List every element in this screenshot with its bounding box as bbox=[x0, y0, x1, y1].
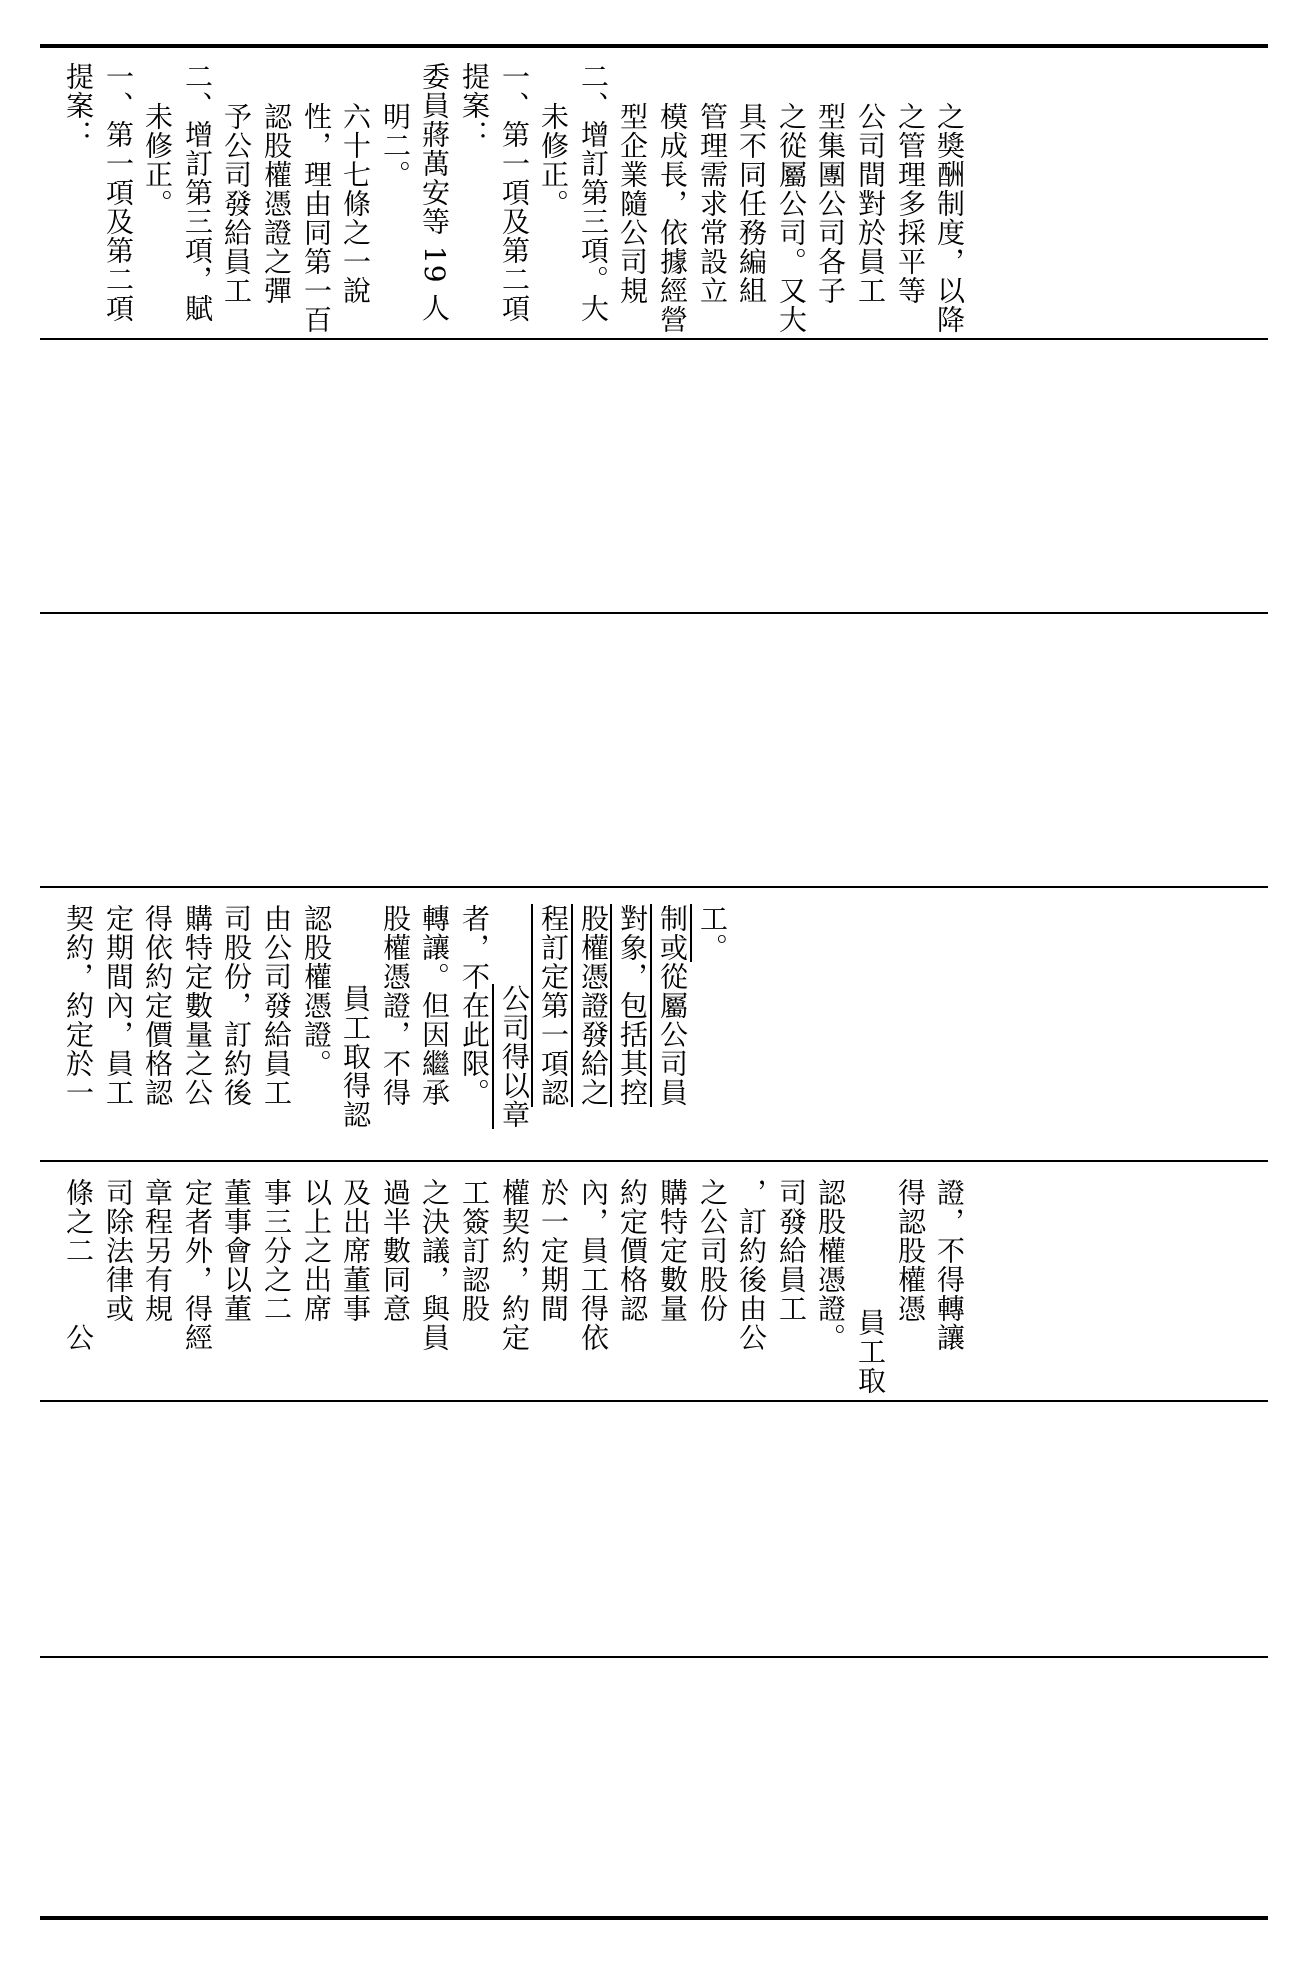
text-column: 事三分之二 bbox=[260, 1178, 293, 1323]
text-column: 者，不在此限。 bbox=[458, 904, 491, 1107]
text-column: 得認股權憑 bbox=[894, 1178, 927, 1323]
text-column: 過半數同意 bbox=[379, 1178, 412, 1323]
text-column: 工簽訂認股 bbox=[458, 1178, 491, 1323]
text-column: 對象，包括其控 bbox=[616, 904, 649, 1107]
text-column: 定期間內，員工 bbox=[102, 904, 135, 1107]
row-divider bbox=[40, 612, 1268, 614]
text-column: 契約，約定於一 bbox=[62, 904, 95, 1107]
text-column: 條之二 公 bbox=[62, 1178, 95, 1352]
text-column: 於一定期間 bbox=[537, 1178, 570, 1323]
row-divider bbox=[40, 1656, 1268, 1658]
text-column: 股權憑證，不得 bbox=[379, 904, 412, 1107]
text-column: 提案： bbox=[458, 62, 491, 149]
text-column: 制或從屬公司員 bbox=[656, 904, 689, 1107]
table-top-rule bbox=[40, 44, 1268, 48]
text-column: 員工取得認 bbox=[339, 984, 372, 1129]
proposal-cell bbox=[52, 50, 1258, 336]
text-column: 證，不得轉讓 bbox=[933, 1178, 966, 1352]
row-divider bbox=[40, 1160, 1268, 1162]
text-column: 認股權憑證之彈 bbox=[260, 102, 293, 305]
text-column: 員工取 bbox=[854, 1308, 887, 1395]
text-column: 認股權憑證。 bbox=[814, 1178, 847, 1352]
text-column: 工。 bbox=[696, 904, 729, 962]
text-column: 轉讓。但因繼承 bbox=[418, 904, 451, 1107]
text-column: 之公司股份 bbox=[696, 1178, 729, 1323]
text-column: 程訂定第一項認 bbox=[537, 904, 570, 1107]
text-column: 六十七條之一說 bbox=[339, 102, 372, 305]
text-column: 委員蔣萬安等 19 人 bbox=[418, 62, 451, 323]
text-column: 董事會以董 bbox=[220, 1178, 253, 1323]
text-column: 權契約，約定 bbox=[498, 1178, 531, 1352]
text-column: 型企業隨公司規 bbox=[616, 102, 649, 305]
text-column: 約定價格認 bbox=[616, 1178, 649, 1323]
text-column: 得依約定價格認 bbox=[141, 904, 174, 1107]
row-divider bbox=[40, 1400, 1268, 1402]
text-column: 一、第一項及第二項 bbox=[102, 62, 135, 323]
text-column: 提案： bbox=[62, 62, 95, 149]
text-column: 內，員工得依 bbox=[577, 1178, 610, 1352]
text-column: 二、增訂第三項。大 bbox=[577, 62, 610, 323]
row-divider bbox=[40, 886, 1268, 888]
text-column: 未修正。 bbox=[141, 102, 174, 218]
text-column: 由公司發給員工 bbox=[260, 904, 293, 1107]
text-column: 之決議，與員 bbox=[418, 1178, 451, 1352]
text-column: 司股份，訂約後 bbox=[220, 904, 253, 1107]
text-column: 一、第一項及第二項 bbox=[498, 62, 531, 323]
text-column: ，訂約後由公 bbox=[735, 1178, 768, 1352]
text-column: 未修正。 bbox=[537, 102, 570, 218]
current-text-cell bbox=[52, 1166, 1258, 1398]
text-column: 認股權憑證。 bbox=[300, 904, 333, 1078]
text-column: 定者外，得經 bbox=[181, 1178, 214, 1352]
text-column: 購特定數量 bbox=[656, 1178, 689, 1323]
row-divider bbox=[40, 338, 1268, 340]
text-column: 模成長，依據經營 bbox=[656, 102, 689, 334]
text-column: 股權憑證發給之 bbox=[577, 904, 610, 1107]
text-column: 型集團公司各子 bbox=[814, 102, 847, 305]
text-column: 及出席董事 bbox=[339, 1178, 372, 1323]
text-column: 公司間對於員工 bbox=[854, 102, 887, 305]
text-column: 之從屬公司。又大 bbox=[775, 102, 808, 334]
text-column: 之獎酬制度，以降 bbox=[933, 102, 966, 334]
text-column: 以上之出席 bbox=[300, 1178, 333, 1323]
text-column: 司除法律或 bbox=[102, 1178, 135, 1323]
text-column: 購特定數量之公 bbox=[181, 904, 214, 1107]
text-column: 章程另有規 bbox=[141, 1178, 174, 1323]
text-column: 二、增訂第三項，賦 bbox=[181, 62, 214, 323]
text-column: 明二。 bbox=[379, 102, 412, 189]
text-column: 公司得以章 bbox=[498, 984, 531, 1129]
text-column: 司發給員工 bbox=[775, 1178, 808, 1323]
text-column: 性，理由同第一百 bbox=[300, 102, 333, 334]
table-bottom-rule bbox=[40, 1916, 1268, 1920]
amended-text-cell bbox=[52, 892, 1258, 1158]
text-column: 具不同任務編組 bbox=[735, 102, 768, 305]
text-column: 管理需求常設立 bbox=[696, 102, 729, 305]
text-column: 之管理多採平等 bbox=[894, 102, 927, 305]
text-column: 予公司發給員工 bbox=[220, 102, 253, 305]
